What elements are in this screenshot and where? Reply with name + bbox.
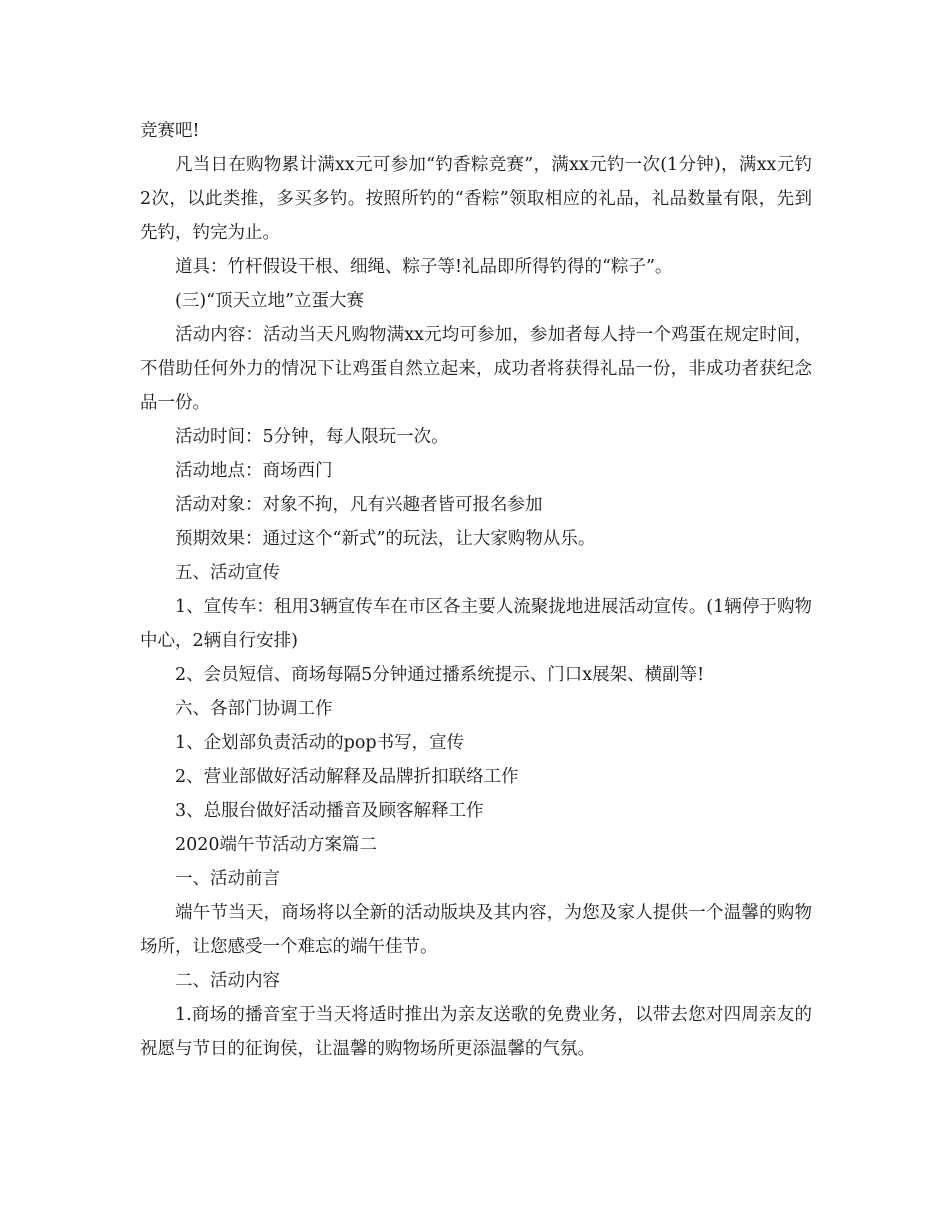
paragraph: 2、营业部做好活动解释及品牌折扣联络工作 xyxy=(175,767,519,787)
paragraph: 竞赛吧! xyxy=(140,121,200,141)
section-heading: 五、活动宣传 xyxy=(175,563,280,583)
section-heading: 二、活动内容 xyxy=(175,971,280,991)
paragraph: 3、总服台做好活动播音及顾客解释工作 xyxy=(175,801,484,821)
paragraph: 1.商场的播音室于当天将适时推出为亲友送歌的免费业务，以带去您对四周亲友的祝愿与节日的征询侯，让温馨的购物场所更添温馨的气氛。 xyxy=(140,1005,812,1059)
paragraph: 2、会员短信、商场每隔5分钟通过播系统提示、门口x展架、横副等! xyxy=(175,665,705,685)
section-heading: 一、活动前言 xyxy=(175,869,280,889)
document-title: 2020端午节活动方案篇二 xyxy=(175,835,378,855)
section-heading: (三)“顶天立地”立蛋大赛 xyxy=(175,291,365,311)
paragraph: 活动对象：对象不拘，凡有兴趣者皆可报名参加 xyxy=(175,495,543,515)
paragraph: 1、企划部负责活动的pop书写，宣传 xyxy=(175,733,465,753)
paragraph: 预期效果：通过这个“新式”的玩法，让大家购物从乐。 xyxy=(175,529,596,549)
paragraph: 端午节当天，商场将以全新的活动版块及其内容，为您及家人提供一个温馨的购物场所，让您感受一个难忘的端午佳节。 xyxy=(140,903,812,957)
paragraph: 活动内容：活动当天凡购物满xx元均可参加，参加者每人持一个鸡蛋在规定时间，不借助任何外力的情况下让鸡蛋自然立起来，成功者将获得礼品一份，非成功者获纪念品一份。 xyxy=(140,325,812,413)
paragraph: 道具：竹杆假设干根、细绳、粽子等!礼品即所得钓得的“粽子”。 xyxy=(175,257,673,277)
paragraph: 活动时间：5分钟，每人限玩一次。 xyxy=(175,427,449,447)
section-heading: 六、各部门协调工作 xyxy=(175,699,333,719)
paragraph: 1、宣传车：租用3辆宣传车在市区各主要人流聚拢地进展活动宣传。(1辆停于购物中心，2辆自行安排) xyxy=(140,597,812,651)
paragraph: 活动地点：商场西门 xyxy=(175,461,333,481)
paragraph: 凡当日在购物累计满xx元可参加“钓香粽竞赛”，满xx元钓一次(1分钟)，满xx元钓2次，以此类推，多买多钓。按照所钓的“香粽”领取相应的礼品，礼品数量有限，先到先钓，钓完为止。 xyxy=(140,155,812,243)
document-body xyxy=(140,114,812,1066)
